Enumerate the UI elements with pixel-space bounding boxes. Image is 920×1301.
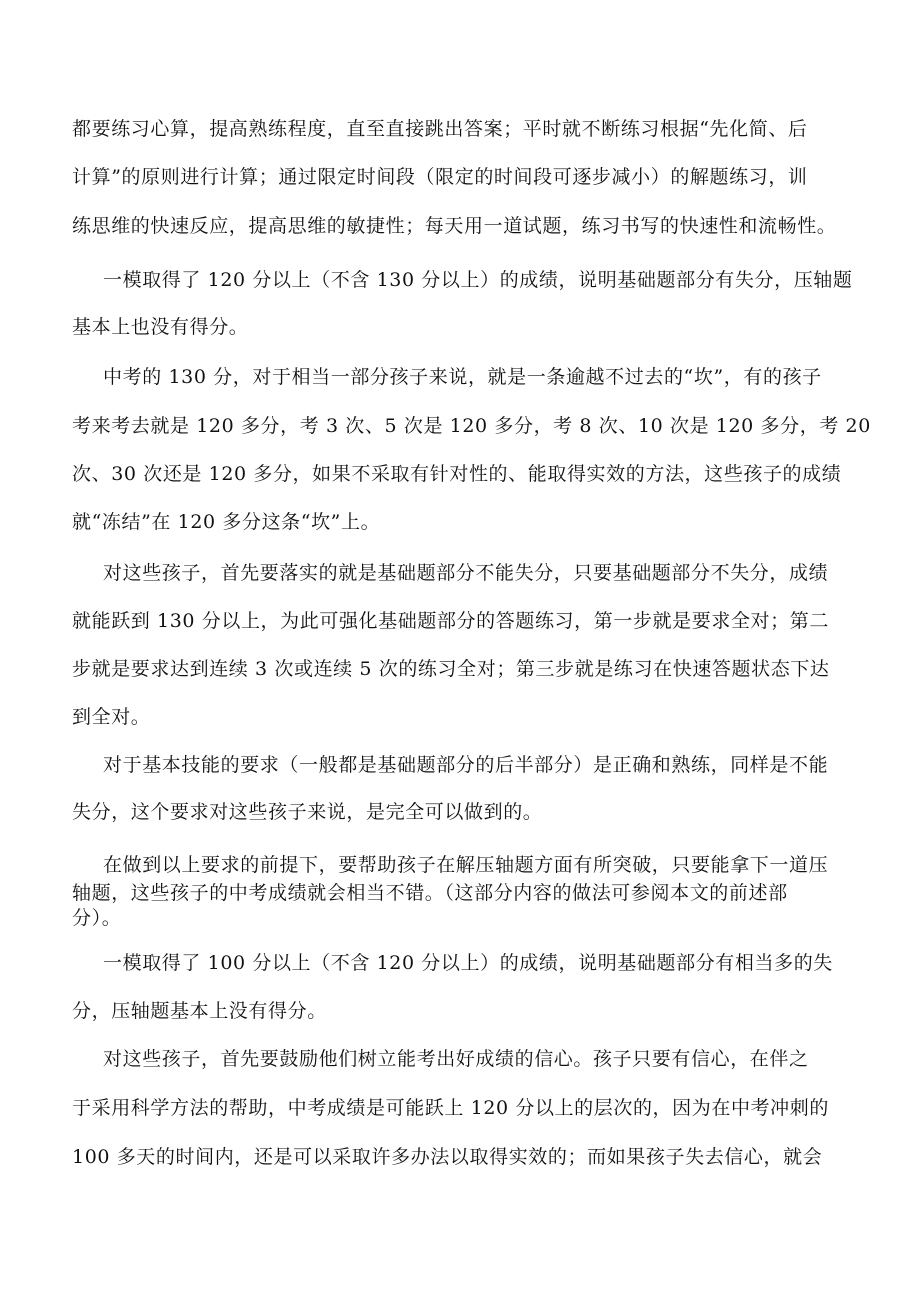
paragraph-first-line: 在做到以上要求的前提下，要帮助孩子在解压轴题方面有所突破，只要能拿下一道压 xyxy=(103,854,829,876)
text-line: 失分，这个要求对这些孩子来说，是完全可以做到的。 xyxy=(72,801,543,823)
text-line: 都要练习心算，提高熟练程度，直至直接跳出答案；平时就不断练习根据“先化简、后 xyxy=(72,118,808,140)
paragraph-first-line: 对这些孩子，首先要鼓励他们树立能考出好成绩的信心。孩子只要有信心，在伴之 xyxy=(103,1048,809,1070)
paragraph-first-line: 对这些孩子，首先要落实的就是基础题部分不能失分，只要基础题部分不失分，成绩 xyxy=(103,562,829,584)
paragraph-first-line: 对于基本技能的要求（一般都是基础题部分的后半部分）是正确和熟练，同样是不能 xyxy=(103,754,829,776)
text-line: 于采用科学方法的帮助，中考成绩是可能跃上 120 分以上的层次的，因为在中考冲刺的 xyxy=(72,1097,829,1119)
text-line: 轴题，这些孩子的中考成绩就会相当不错。（这部分内容的做法可参阅本文的前述部 xyxy=(72,882,788,904)
text-line: 分，压轴题基本上没有得分。 xyxy=(72,1000,327,1022)
text-line: 考来考去就是 120 多分，考 3 次、5 次是 120 多分，考 8 次、10 次是 120 多分，考 20 xyxy=(72,415,871,437)
text-line: 步就是要求达到连续 3 次或连续 5 次的练习全对；第三步就是练习在快速答题状态下达 xyxy=(72,658,830,680)
text-line: 次、30 次还是 120 多分，如果不采取有针对性的、能取得实效的方法，这些孩子的成绩 xyxy=(72,463,842,485)
text-line: 100 多天的时间内，还是可以采取许多办法以取得实效的；而如果孩子失去信心，就会 xyxy=(72,1146,823,1168)
paragraph-first-line: 一模取得了 100 分以上（不含 120 分以上）的成绩，说明基础题部分有相当多的失 xyxy=(103,952,833,974)
text-line: 计算”的原则进行计算；通过限定时间段（限定的时间段可逐步减小）的解题练习，训 xyxy=(72,166,808,188)
text-line: 就能跃到 130 分以上，为此可强化基础题部分的答题练习，第一步就是要求全对；第二 xyxy=(72,610,829,632)
text-line: 分）。 xyxy=(72,907,122,929)
paragraph-first-line: 中考的 130 分，对于相当一部分孩子来说，就是一条逾越不过去的“坎”，有的孩子 xyxy=(103,366,822,388)
text-line: 练思维的快速反应，提高思维的敏捷性；每天用一道试题，练习书写的快速性和流畅性。 xyxy=(72,215,837,237)
text-line: 基本上也没有得分。 xyxy=(72,316,249,338)
text-line: 到全对。 xyxy=(72,706,151,728)
paragraph-first-line: 一模取得了 120 分以上（不含 130 分以上）的成绩，说明基础题部分有失分，压轴题 xyxy=(103,269,853,291)
text-line: 就“冻结”在 120 多分这条“坎”上。 xyxy=(72,511,381,533)
